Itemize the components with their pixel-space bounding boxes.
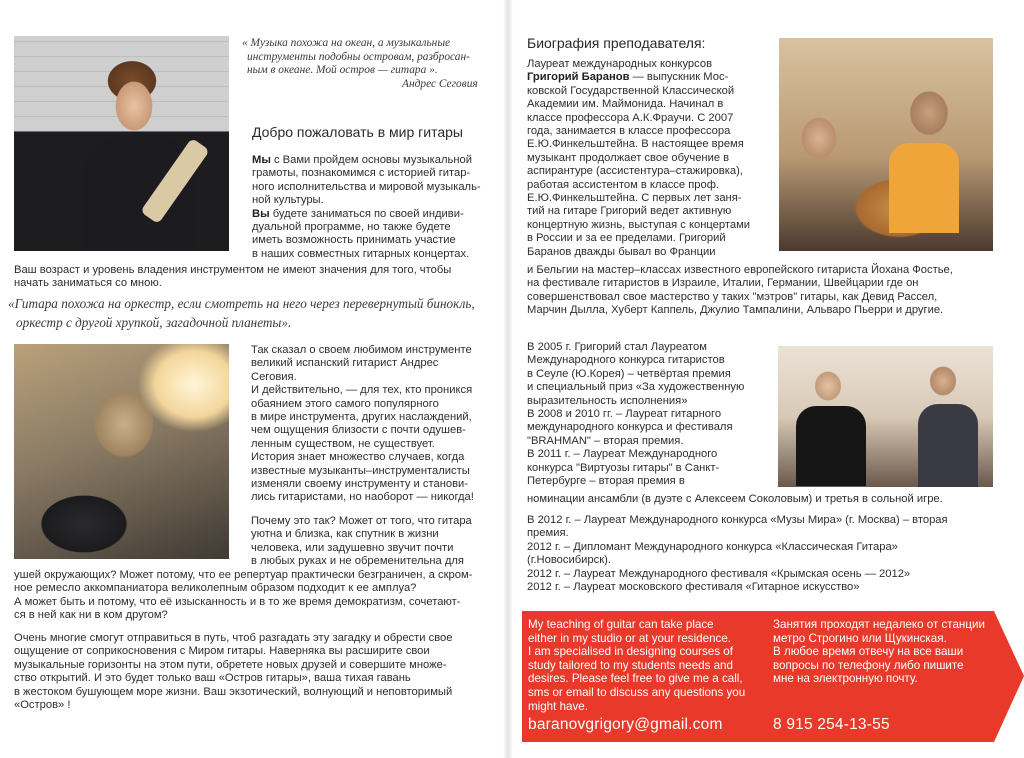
closing-line: ощущение от соприкосновения с Миром гитары. Наверняка вы расширите свои (14, 645, 430, 658)
award-line: В 2005 г. Григорий стал Лауреатом (527, 341, 707, 353)
closing-line: ство открытий. И это будет только ваш «Остров гитары», ваша тихая гавань (14, 672, 411, 685)
award-line: "BRAHMAN" – вторая премия. (527, 434, 684, 447)
award-line: Международного конкурса гитаристов (527, 354, 725, 367)
banner-russian-line: метро Строгино или Щукинская. (773, 631, 947, 645)
bio-line: концертную жизнь, выступая с концертами (527, 218, 751, 231)
bio-line: Е.Ю.Финкельштейна. В настоящее время (527, 138, 744, 151)
intro-p2-bold: Вы (252, 207, 270, 220)
intro-p1-line: ной культуры. (252, 194, 324, 207)
banner-english-line: sms or email to discuss any questions you (528, 685, 746, 699)
banner-english-line: desires. Please feel free to give me a call, (528, 672, 743, 686)
intro-p1-line: ного исполнительства и мировой музыкаль- (252, 180, 481, 193)
bio-line: Лауреат международных конкурсов (527, 58, 713, 70)
banner-russian-text (773, 618, 988, 686)
bio-line: Е.Ю.Финкельштейна. С первых лет заня- (527, 192, 742, 205)
bio-wide-line: и Бельгии на мастер–классах известного европейского гитариста Йохана Фостье, (527, 264, 953, 276)
intro-p2-line: в наших совместных гитарных концертах. (252, 247, 470, 260)
why-line: уютна и близка, как спутник в жизни (251, 528, 439, 541)
left-page (0, 0, 508, 758)
bio-line: музыкант продолжает свое обучение в (527, 151, 730, 164)
award-line: В 2008 и 2010 гг. – Лауреат гитарного (527, 408, 722, 421)
segovia-line: Так сказал о своем любимом инструменте (251, 344, 472, 356)
intro-wide-line: Ваш возраст и уровень владения инструментом не имеют значения для того, чтобы (14, 264, 452, 276)
bio-line: тий на гитаре Григорий ведет активную (527, 205, 732, 218)
banner-english-line: might have. (528, 699, 588, 713)
orchestra-quote-line: «Гитара похожа на оркестр, если смотреть на него через перевернутый бинокль, (8, 296, 475, 311)
epigraph-line: ным в океане. Мой остров — гитара ». (247, 64, 438, 77)
why-wide-line: А может быть и потому, что её изысканность и в то же время демократизм, сочетают- (14, 595, 461, 608)
bio-line: Академии им. Маймонида. Начинал в (527, 98, 724, 111)
banner-english-line: either in my studio or at your residence. (528, 631, 731, 645)
epigraph-line: инструменты подобны островам, разбросан- (247, 50, 470, 63)
banner-russian-line: мне на электронную почту. (773, 672, 918, 686)
why-paragraph-narrow (251, 515, 503, 569)
intro-p2-line: иметь возможность принимать участие (252, 234, 456, 247)
award-2012-line: 2012 г. – Дипломант Международного конкурса «Классическая Гитара» (527, 540, 898, 553)
why-wide-line: ушей окружающих? Может потому, что ее репертуар практически безграничен, а скром- (14, 569, 473, 581)
intro-paragraphs (252, 154, 502, 261)
bio-line: аспирантуре (ассистентура–стажировка), (527, 165, 743, 178)
award-line: выразительность исполнения» (527, 394, 688, 407)
contact-banner (522, 611, 1024, 742)
why-line: человека, или задушевно звучит почти (251, 541, 454, 554)
intro-p1 (252, 154, 502, 167)
bio-line: Баранов дважды бывал во Франции (527, 245, 716, 258)
right-page (508, 0, 1024, 758)
award-wide-line: номинации ансамбли (в дуэте с Алексеем Соколовым) и третья в сольной игре. (527, 493, 943, 505)
intro-p1-bold: Мы (252, 154, 271, 166)
award-2012-line: (г.Новосибирск). (527, 554, 611, 567)
closing-paragraph (14, 632, 503, 712)
intro-p2-line: дуальной программе, но также будете (252, 221, 451, 234)
why-line: Почему это так? Может от того, что гитара (251, 515, 472, 527)
bio-title: Биография преподавателя: (527, 35, 706, 51)
closing-line: в жестоком бушующем море жизни. Ваш экзотический, волнующий и неповторимый (14, 685, 453, 698)
awards-wide (527, 493, 1007, 506)
intro-p1-line: грамоты, познакомимся с историей гитар- (252, 167, 471, 180)
orchestra-quote (8, 294, 503, 332)
bio-line (527, 71, 772, 84)
lesson-with-student-photo (779, 38, 993, 251)
banner-english-line: My teaching of guitar can take place (528, 618, 714, 631)
segovia-line: великий испанский гитарист Андрес (251, 357, 439, 370)
award-line: Петербурге – вторая премия в (527, 475, 685, 488)
guitar-duo-photo (778, 346, 993, 487)
intro-wide-line: начать заниматься со мною. (14, 277, 162, 290)
epigraph-author: Андрес Сеговия (402, 77, 478, 90)
segovia-line: лись гитаристами, но наоборот — никогда! (251, 491, 474, 504)
segovia-line: обаянием этого самого популярного (251, 397, 439, 410)
banner-english-text (528, 618, 763, 713)
contact-email[interactable]: baranovgrigory@gmail.com (528, 716, 723, 733)
bio-line: ковской Государственной Классической (527, 84, 735, 97)
award-2012-line: В 2012 г. – Лауреат Международного конкурса «Музы Мира» (г. Москва) – вторая (527, 514, 948, 526)
why-line: в любых руках и не обременительна для (251, 555, 464, 568)
banner-russian-line: В любое время отвечу на все ваши (773, 645, 964, 659)
bio-line: работая ассистентом в классе проф. (527, 178, 720, 191)
intro-p1-line: с Вами пройдем основы музыкальной (270, 154, 472, 166)
segovia-epigraph (242, 37, 497, 91)
why-wide-line: ся в ней как ни в ком другом? (14, 609, 168, 622)
contact-phone[interactable]: 8 915 254-13-55 (773, 716, 890, 733)
student-figure (889, 143, 959, 233)
welcome-title: Добро пожаловать в мир гитары (252, 124, 463, 140)
award-2012-line: 2012 г. – Лауреат московского фестиваля «Гитарное искусство» (527, 581, 860, 594)
bio-line-rest: — выпускник Мос- (629, 71, 729, 84)
duo-partner-figure (918, 404, 978, 487)
orchestra-quote-line: оркестр с другой хрупкой, загадочной планеты». (16, 315, 292, 330)
segovia-line: ленным существом, не существует. (251, 437, 435, 450)
segovia-line: И действительно, — для тех, кто проникся (251, 384, 473, 397)
intro-p2 (252, 208, 502, 221)
segovia-line: История знает множество случаев, когда (251, 451, 465, 464)
bio-wide-line: на фестивале гитаристов в Израиле, Италии, Германии, Швейцарии где он (527, 277, 919, 290)
bio-paragraph-narrow (527, 58, 772, 259)
award-line: конкурса "Виртуозы гитары" в Санкт- (527, 461, 720, 474)
closing-line: «Остров» ! (14, 699, 71, 712)
bio-line: года, занимается в классе профессора (527, 125, 731, 138)
segovia-paragraph (251, 344, 503, 505)
segovia-line: в мире инструмента, других наслаждений, (251, 411, 472, 424)
banner-russian-line: вопросы по телефону либо пишите (773, 658, 964, 672)
closing-line: музыкальные горизонты на этом пути, обретете новых друзей и совершите множе- (14, 658, 447, 671)
bio-line: классе профессора А.К.Фраучи. С 2007 (527, 111, 734, 124)
couple-with-guitar-photo (14, 344, 229, 559)
segovia-line: чем ощущения близости с почти одушев- (251, 424, 466, 437)
award-2012-line: премия. (527, 527, 569, 540)
banner-russian-line: Занятия проходят недалеко от станции (773, 618, 985, 631)
bio-paragraph-wide (527, 264, 1002, 318)
award-line: В 2011 г. – Лауреат Международного (527, 448, 718, 461)
segovia-line: Сеговия. (251, 370, 297, 383)
why-wide-line: ное ремесло аккомпаниатора великолепным образом подходит к ее амплуа? (14, 582, 417, 595)
epigraph-line: « Музыка похожа на океан, а музыкальные (242, 37, 451, 49)
awards-narrow (527, 341, 772, 488)
closing-line: Очень многие смогут отправиться в путь, чтоб разгадать эту загадку и обрести свое (14, 632, 453, 644)
award-line: в Сеуле (Ю.Корея) – четвёртая премия (527, 367, 731, 380)
intro-p2-line: будете заниматься по своей индиви- (269, 207, 464, 220)
bio-line: в России и за ее пределами. Григорий (527, 232, 726, 245)
bio-wide-line: совершенствовал свое мастерство у таких "мэтров" гитары, как Девид Рассел, (527, 290, 938, 303)
why-paragraph-wide (14, 569, 503, 623)
intro-wide (14, 264, 502, 291)
award-line: международного конкурса и фестиваля (527, 421, 733, 434)
banner-english-line: study tailored to my students needs and (528, 658, 733, 672)
award-line: и специальный приз «За художественную (527, 381, 745, 394)
award-2012-line: 2012 г. – Лауреат Международного фестиваля «Крымская осень — 2012» (527, 567, 911, 580)
teacher-name: Григорий Баранов (527, 71, 630, 84)
awards-2012 (527, 514, 1007, 594)
teacher-figure (796, 406, 866, 486)
banner-english-line: I am specialised in designing courses of (528, 645, 733, 659)
segovia-line: известные музыканты–инструменталисты (251, 464, 470, 477)
guitarist-portrait-photo (14, 36, 229, 251)
bio-wide-line: Марчин Дылла, Хуберт Каппель, Джулио Тампалини, Альваро Пьерри и другие. (527, 304, 944, 317)
segovia-line: изменяли своему инструменту и станови- (251, 478, 469, 491)
